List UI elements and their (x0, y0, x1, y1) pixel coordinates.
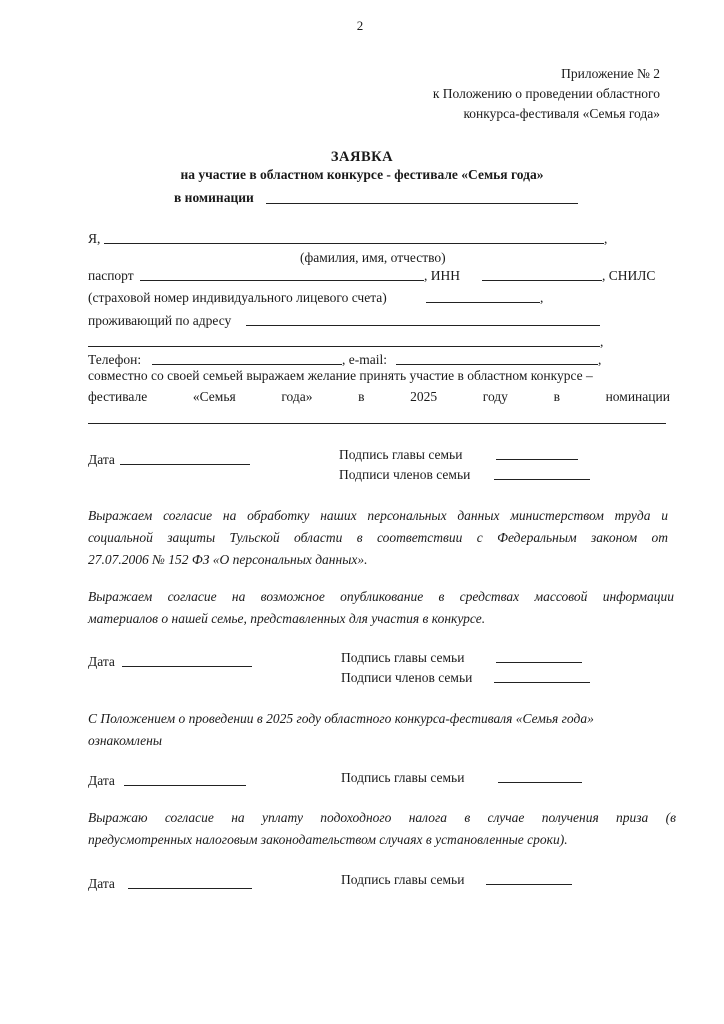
date-field[interactable] (120, 464, 250, 465)
date-field[interactable] (122, 666, 252, 667)
festival-word: году (482, 389, 508, 404)
page-number: 2 (356, 18, 364, 33)
consent-personal-data: Выражаем согласие на обработку наших персональных данных министерством труда и социальной защиты Тульской области в соответствии с Федеральным законом от 27.07.2006 № 152 ФЗ «О персональных данных». (88, 508, 668, 567)
head-signature-label: Подпись главы семьи (339, 447, 463, 462)
head-signature-field[interactable] (498, 782, 582, 783)
nomination-field-2[interactable] (88, 423, 666, 424)
head-signature-label: Подпись главы семьи (341, 872, 465, 887)
members-signature-field[interactable] (494, 479, 590, 480)
phone-label: Телефон: (88, 352, 142, 367)
together-text: совместно со своей семьей выражаем желание принять участие в областном конкурсе – (88, 368, 593, 383)
nomination-field[interactable] (266, 203, 578, 204)
date-label: Дата (88, 654, 115, 669)
nomination-label: в номинации (174, 190, 254, 205)
festival-word: в (358, 389, 365, 404)
address-field[interactable] (246, 325, 600, 326)
date-field[interactable] (128, 888, 252, 889)
date-field[interactable] (124, 785, 246, 786)
inn-field[interactable] (482, 280, 602, 281)
head-signature-field[interactable] (486, 884, 572, 885)
date-label: Дата (88, 773, 115, 788)
members-signature-field[interactable] (494, 682, 590, 683)
consent-publication: Выражаем согласие на возможное опубликование в средствах массовой информации материалов о нашей семье, представленных для участия в конкурсе. (88, 589, 674, 626)
phone-field[interactable] (152, 364, 342, 365)
snils-field[interactable] (426, 302, 540, 303)
passport-field[interactable] (140, 280, 424, 281)
appendix-line-1: Приложение № 2 (561, 66, 660, 81)
snils-label: , СНИЛС (602, 268, 656, 283)
page-title: ЗАЯВКА (330, 149, 394, 165)
head-signature-label: Подпись главы семьи (341, 770, 465, 785)
page-subtitle: на участие в областном конкурсе - фестивале «Семья года» (180, 167, 544, 182)
email-label: , e-mail: (342, 352, 387, 367)
fio-hint: (фамилия, имя, отчество) (300, 250, 446, 265)
tax-consent: Выражаю согласие на уплату подоходного налога в случае получения приза (в предусмотренных налоговым законодательством случаях в установленные сроки). (88, 810, 676, 847)
festival-word: года» (281, 389, 313, 404)
festival-word: в (553, 389, 560, 404)
festival-word: 2025 (410, 389, 438, 404)
festival-word: «Семья (192, 389, 236, 404)
address-field-2[interactable] (88, 346, 600, 347)
address-label: проживающий по адресу (88, 313, 232, 328)
festival-word: фестивале (88, 389, 148, 404)
email-field[interactable] (396, 364, 598, 365)
appendix-line-3: конкурса-фестиваля «Семья года» (463, 106, 660, 121)
date-label: Дата (88, 876, 115, 891)
festival-word: номинации (605, 389, 670, 404)
festival-line (88, 389, 670, 405)
inn-label: , ИНН (424, 268, 460, 283)
appendix-line-2: к Положению о проведении областного (432, 86, 660, 101)
i-label: Я, (88, 231, 101, 246)
date-label: Дата (88, 452, 115, 467)
head-signature-field[interactable] (496, 662, 582, 663)
members-signature-label: Подписи членов семьи (339, 467, 471, 482)
acquainted-statement: С Положением о проведении в 2025 году областного конкурса-фестиваля «Семья года» ознакомлены (88, 711, 594, 748)
head-signature-field[interactable] (496, 459, 578, 460)
fio-field[interactable] (104, 243, 604, 244)
members-signature-label: Подписи членов семьи (341, 670, 473, 685)
passport-label: паспорт (88, 268, 134, 283)
head-signature-label: Подпись главы семьи (341, 650, 465, 665)
snils-hint: (страховой номер индивидуального лицевого счета) (88, 290, 387, 305)
